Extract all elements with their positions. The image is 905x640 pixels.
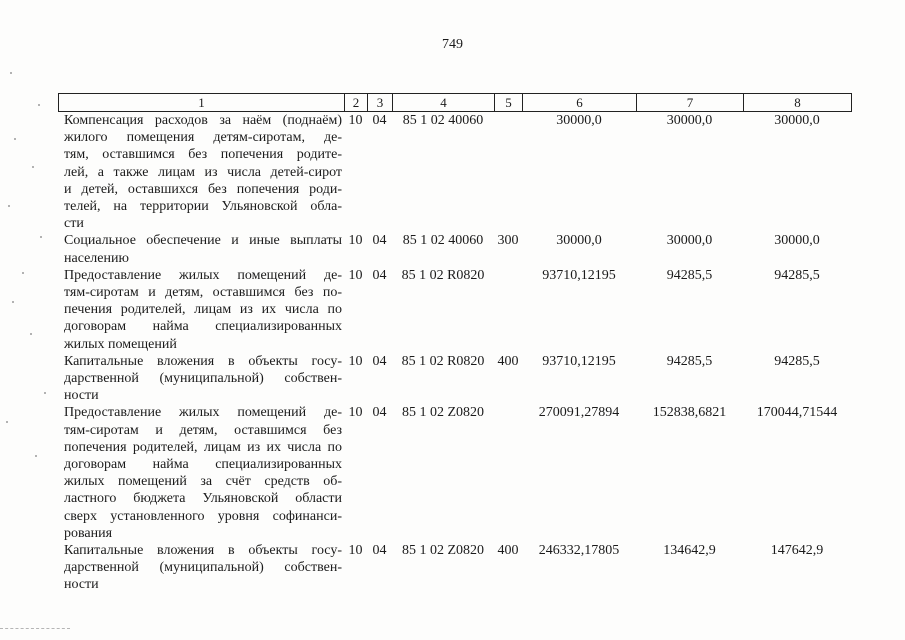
table-header-row [58,93,852,112]
description-line: Капитальные вложения в объекты госу- [64,353,342,369]
scan-speck [10,72,12,74]
description-line: жилых помещений за счёт средств об- [64,474,342,490]
cell-col-2: 10 [348,233,363,249]
description-line: ности [64,577,99,593]
cell-col-3: 04 [372,113,387,128]
table-row [59,542,852,594]
cell-col-6: 93710,12195 [542,353,616,369]
cell-col-8: 30000,0 [774,233,820,249]
description-line: рования [64,525,113,541]
table-row [59,112,852,232]
cell-col-8: 94285,5 [774,267,820,283]
cell-col-8: 147642,9 [770,543,824,559]
cell-col-8: 30000,0 [774,113,820,128]
scan-speck [6,421,8,423]
cell-col-6: 30000,0 [556,233,602,249]
header-cell-8: 8 [743,94,851,111]
table-row [59,353,852,405]
page-number: 749 [442,37,463,52]
scan-speck [22,272,24,274]
row-description [59,112,344,232]
description-line: тям, оставшимся без попечения родите- [64,147,342,163]
cell-col-3: 04 [372,353,387,369]
cell-col-3: 04 [372,405,387,421]
cell-col-2: 10 [348,353,363,369]
description-line: Компенсация расходов за наём (поднаём) [64,113,342,128]
cell-col-5: 400 [497,543,519,559]
cell-col-4: 85 1 02 40060 [402,113,484,128]
scan-speck [32,166,34,168]
description-line: Предоставление жилых помещений де- [64,405,342,421]
row-description [59,232,344,266]
row-description [59,542,344,594]
scan-speck [44,392,46,394]
description-line: тям-сиротам и детям, оставшимся без [64,422,342,438]
table-row [59,404,852,542]
row-description [59,353,344,405]
scan-speck [35,455,37,457]
scan-speck [38,104,40,106]
description-line: телей, на территории Ульяновской обла- [64,199,342,215]
row-description [59,404,344,542]
description-line: договорам найма специализированных [64,319,342,335]
budget-table [58,93,852,594]
header-cell-6: 6 [522,94,636,111]
description-line: дарственной (муниципальной) собствен- [64,371,342,387]
cell-col-4: 85 1 02 R0820 [401,353,485,369]
scan-speck [8,205,10,207]
cell-col-7: 30000,0 [666,233,713,249]
cell-col-4: 85 1 02 R0820 [401,267,485,283]
description-line: ластного бюджета Ульяновской области [64,491,342,507]
description-line: населению [64,250,129,266]
description-line: Социальное обеспечение и иные выплаты [64,233,342,249]
cell-col-2: 10 [348,267,363,283]
header-cell-7: 7 [636,94,743,111]
description-line: сти [64,216,84,232]
cell-col-6: 246332,17805 [538,543,620,559]
row-description [59,267,344,353]
scan-speck [40,236,42,238]
header-cell-3: 3 [367,94,392,111]
description-line: жилого помещения детям-сиротам, де- [64,130,342,146]
table-body [58,112,852,594]
cell-col-5 [494,267,522,353]
description-line: попечения родителей, лицам из их числа по [64,439,342,455]
cell-col-2: 10 [348,543,363,559]
description-line: тям-сиротам и детям, оставшимся без по- [64,285,342,301]
cell-col-6: 270091,27894 [538,405,620,421]
cell-col-2: 10 [348,113,363,128]
cell-col-5 [494,112,522,232]
cell-col-5 [494,404,522,542]
scan-speck [30,333,32,335]
cell-col-5: 400 [497,353,519,369]
cell-col-7: 30000,0 [666,113,713,128]
scan-edge-line [0,628,70,629]
cell-col-8: 94285,5 [774,353,820,369]
description-line: лей, а также лицам из числа детей-сирот [64,164,342,180]
cell-col-7: 94285,5 [666,267,713,283]
description-line: жилых помещений [64,336,177,352]
description-line: сверх установленного уровня софинанси- [64,508,342,524]
description-line: и детей, оставшихся без попечения роди- [64,181,342,197]
cell-col-7: 94285,5 [666,353,713,369]
cell-col-3: 04 [372,233,387,249]
cell-col-3: 04 [372,543,387,559]
cell-col-4: 85 1 02 40060 [402,233,484,249]
description-line: печения родителей, лицам из их числа по [64,302,342,318]
cell-col-4: 85 1 02 Z0820 [401,543,485,559]
cell-col-5: 300 [497,233,519,249]
table-row [59,267,852,353]
header-cell-5: 5 [494,94,522,111]
description-line: договорам найма специализированных [64,457,342,473]
scan-speck [12,301,14,303]
description-line: дарственной (муниципальной) собствен- [64,560,342,576]
header-cell-1: 1 [198,95,205,110]
cell-col-3: 04 [372,267,387,283]
cell-col-8: 170044,71544 [756,405,838,421]
table-row [59,232,852,266]
cell-col-4: 85 1 02 Z0820 [401,405,485,421]
description-line: Капитальные вложения в объекты госу- [64,543,342,559]
header-cell-4: 4 [392,94,494,111]
cell-col-2: 10 [348,405,363,421]
cell-col-7: 152838,6821 [652,405,727,421]
cell-col-7: 134642,9 [663,543,716,559]
cell-col-6: 30000,0 [556,113,602,128]
description-line: ности [64,388,99,404]
cell-col-6: 93710,12195 [542,267,616,283]
description-line: Предоставление жилых помещений де- [64,267,342,283]
header-cell-2: 2 [344,94,367,111]
scan-speck [14,138,16,140]
